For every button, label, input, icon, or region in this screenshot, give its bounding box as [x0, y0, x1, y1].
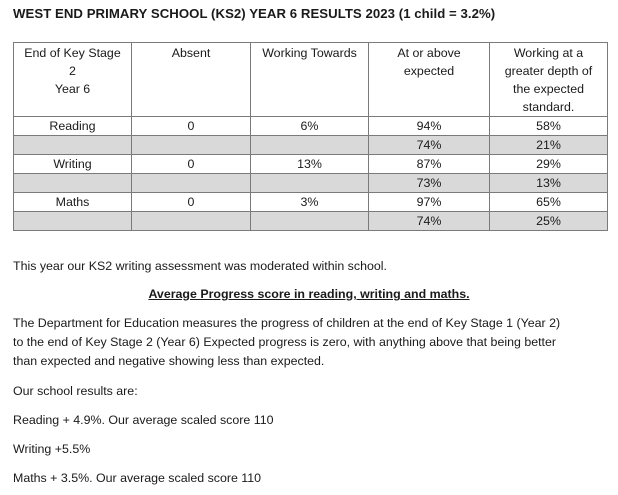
cell-working-towards [251, 174, 369, 193]
cell-at-or-above: 74% [369, 212, 490, 231]
table-row-reading-national [14, 136, 608, 155]
header-key-stage-line: Year 6 [54, 82, 91, 96]
cell-greater-depth: 65% [490, 193, 608, 212]
progress-paragraph-line: to the end of Key Stage 2 (Year 6) Expected progress is zero, with anything above that being better [13, 335, 557, 349]
cell-absent [132, 136, 251, 155]
progress-heading: Average Progress score in reading, writing and maths. [148, 287, 470, 301]
cell-subject [14, 212, 132, 231]
cell-greater-depth: 29% [490, 155, 608, 174]
progress-paragraph-line: than expected and negative showing less than expected. [13, 354, 325, 368]
cell-subject [14, 174, 132, 193]
header-at-or-above [369, 43, 490, 117]
cell-absent: 0 [132, 117, 251, 136]
cell-subject: Reading [14, 117, 132, 136]
table-row-maths [14, 193, 608, 212]
results-intro: Our school results are: [13, 384, 138, 398]
result-maths: Maths + 3.5%. Our average scaled score 110 [13, 471, 262, 485]
table-row-writing [14, 155, 608, 174]
cell-absent [132, 212, 251, 231]
result-writing: Writing +5.5% [13, 442, 91, 456]
cell-greater-depth: 13% [490, 174, 608, 193]
result-reading: Reading + 4.9%. Our average scaled score 110 [13, 413, 274, 427]
cell-absent: 0 [132, 155, 251, 174]
cell-at-or-above: 74% [369, 136, 490, 155]
header-key-stage [14, 43, 132, 117]
header-absent [132, 43, 251, 117]
header-key-stage-line: 2 [69, 64, 76, 78]
cell-at-or-above: 94% [369, 117, 490, 136]
cell-absent: 0 [132, 193, 251, 212]
table-row-writing-national [14, 174, 608, 193]
cell-working-towards: 13% [251, 155, 369, 174]
cell-working-towards: 3% [251, 193, 369, 212]
cell-greater-depth: 21% [490, 136, 608, 155]
cell-working-towards: 6% [251, 117, 369, 136]
progress-paragraph-line: The Department for Education measures the progress of children at the end of Key Stage 1 (Year 2) [13, 316, 561, 330]
cell-working-towards [251, 212, 369, 231]
table-row-reading [14, 117, 608, 136]
header-greater-depth [490, 43, 608, 117]
table-header-row [14, 43, 608, 117]
header-working-towards-line: Working Towards [262, 46, 357, 60]
header-greater-depth-line: greater depth of [504, 64, 593, 78]
header-at-or-above-line: expected [403, 64, 455, 78]
header-absent-line: Absent [171, 46, 211, 60]
table-row-maths-national [14, 212, 608, 231]
cell-at-or-above: 73% [369, 174, 490, 193]
cell-greater-depth: 25% [490, 212, 608, 231]
cell-at-or-above: 97% [369, 193, 490, 212]
header-greater-depth-line: standard. [522, 100, 575, 114]
results-table [13, 42, 608, 231]
header-at-or-above-line: At or above [397, 46, 461, 60]
cell-working-towards [251, 136, 369, 155]
cell-subject [14, 136, 132, 155]
cell-greater-depth: 58% [490, 117, 608, 136]
header-key-stage-line: End of Key Stage [24, 46, 121, 60]
cell-subject: Maths [14, 193, 132, 212]
document-title: WEST END PRIMARY SCHOOL (KS2) YEAR 6 RESULTS 2023 (1 child = 3.2%) [13, 6, 496, 21]
cell-absent [132, 174, 251, 193]
header-working-towards [251, 43, 369, 117]
header-greater-depth-line: Working at a [513, 46, 584, 60]
cell-at-or-above: 87% [369, 155, 490, 174]
header-greater-depth-line: the expected [513, 82, 584, 96]
cell-subject: Writing [14, 155, 132, 174]
moderation-note: This year our KS2 writing assessment was moderated within school. [13, 259, 387, 273]
